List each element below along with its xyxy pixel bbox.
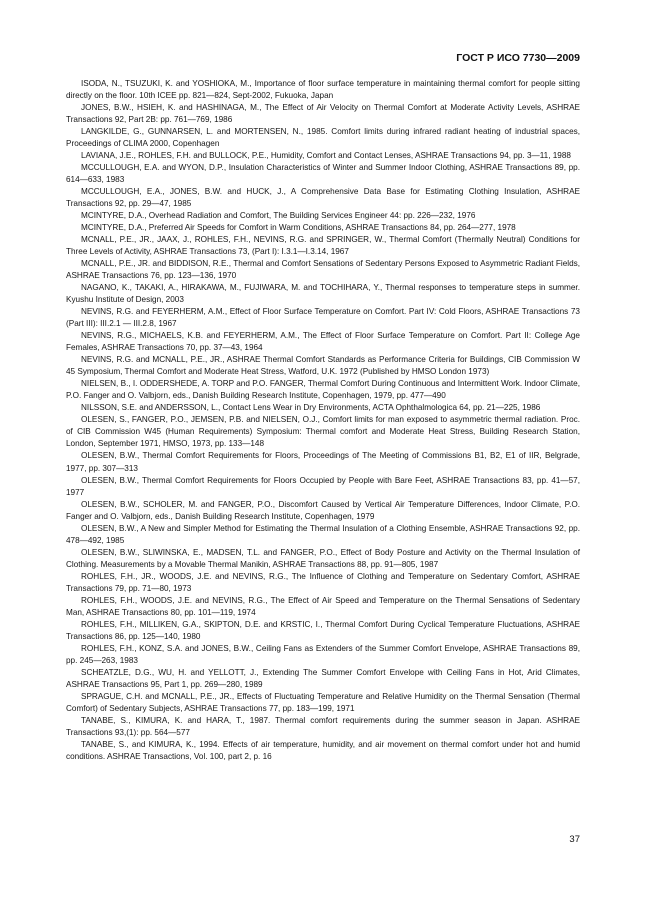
page-number: 37 — [569, 834, 580, 845]
reference-entry: SCHEATZLE, D.G., WU, H. and YELLOTT, J., Extending The Summer Comfort Envelope with Ceiling Fans in Hot, Arid Climates, ASHRAE Transactions 95, Part 1, pp. 269—280, 1989 — [66, 667, 580, 689]
reference-entry: ROHLES, F.H., KONZ, S.A. and JONES, B.W., Ceiling Fans as Extenders of the Summer Comfort Envelope, ASHRAE Transactions 89, pp. 245—263, 1983 — [66, 643, 580, 665]
reference-entry: NEVINS, R.G. and FEYERHERM, A.M., Effect of Floor Surface Temperature on Comfort. Part IV: Cold Floors, ASHRAE Transactions 73 (Part III): III.2.1 — III.2.8, 1967 — [66, 307, 580, 329]
reference-entry: NEVINS, R.G., MICHAELS, K.B. and FEYERHERM, A.M., The Effect of Floor Surface Temperature on Comfort. Part II: College Age Females, ASHRAE Transactions 70, pp. 37—43, 1964 — [66, 331, 580, 353]
reference-entry: MCINTYRE, D.A., Preferred Air Speeds for Comfort in Warm Conditions, ASHRAE Transactions 84, pp. 264—277, 1978 — [81, 223, 516, 233]
reference-entry: MCNALL, P.E., JR., JAAX, J., ROHLES, F.H., NEVINS, R.G. and SPRINGER, W., Thermal Comfort (Thermally Neutral) Conditions for Three Levels of Activity, ASHRAE Transactions 73, (Part I): I.3.1—I.3.14, 1967 — [66, 235, 580, 257]
reference-entry: NEVINS, R.G. and MCNALL, P.E., JR., ASHRAE Thermal Comfort Standards as Performance Criteria for Buildings, CIB Commission W 45 Symposium, Thermal Comfort and Moderate Heat Stress, Watford, U.K. 1972 (Published by HMSO London 1973) — [66, 355, 580, 377]
reference-entry: OLESEN, S., FANGER, P.O., JEMSEN, P.B. and NIELSEN, O.J., Comfort limits for man exposed to asymmetric thermal radiation. Proc. of CIB Commission W45 (Human Requirements) Symposium: Thermal comfort and Moderate Heat Stress, Building Research Station, London, September 1971, HMSO, 1973, pp. 133—148 — [66, 415, 580, 449]
reference-list — [66, 78, 580, 763]
reference-entry: LAVIANA, J.E., ROHLES, F.H. and BULLOCK, P.E., Humidity, Comfort and Contact Lenses, ASHRAE Transactions 94, pp. 3—11, 1988 — [81, 151, 571, 161]
reference-entry: JONES, B.W., HSIEH, K. and HASHINAGA, M., The Effect of Air Velocity on Thermal Comfort at Moderate Activity Levels, ASHRAE Transactions 92, Part 2B: pp. 761—769, 1986 — [66, 103, 580, 125]
reference-entry: OLESEN, B.W., SLIWINSKA, E., MADSEN, T.L. and FANGER, P.O., Effect of Body Posture and Activity on the Thermal Insulation of Clothing. Measurements by a Movable Thermal Manikin, ASHRAE Transactions 88, pp. 91—805, 1987 — [66, 547, 580, 569]
reference-entry: ROHLES, F.H., JR., WOODS, J.E. and NEVINS, R.G., The Influence of Clothing and Temperature on Sedentary Comfort, ASHRAE Transactions 79, pp. 71—80, 1973 — [66, 571, 580, 593]
reference-entry: MCNALL, P.E., JR. and BIDDISON, R.E., Thermal and Comfort Sensations of Sedentary Persons Exposed to Asymmetric Radiant Fields, ASHRAE Transactions 76, pp. 123—136, 1970 — [66, 259, 580, 281]
reference-entry: OLESEN, B.W., Thermal Comfort Requirements for Floors Occupied by People with Bare Feet, ASHRAE Transactions 83, pp. 41—57, 1977 — [66, 475, 580, 497]
standard-header: ГОСТ Р ИСО 7730—2009 — [456, 52, 580, 64]
reference-entry: NAGANO, K., TAKAKI, A., HIRAKAWA, M., FUJIWARA, M. and TOCHIHARA, Y., Thermal responses to temperature steps in summer. Kyushu Institute of Design, 2003 — [66, 283, 580, 305]
reference-entry: OLESEN, B.W., Thermal Comfort Requirements for Floors, Proceedings of The Meeting of Commissions B1, B2, E1 of IIR, Belgrade, 1977, pp. 307—313 — [66, 451, 580, 473]
reference-entry: OLESEN, B.W., SCHOLER, M. and FANGER, P.O., Discomfort Caused by Vertical Air Temperature Differences, Indoor Climate, P.O. Fanger and O. Valbjorn, eds., Danish Building Research Institute, Copenhagen, 1979 — [66, 499, 580, 521]
reference-entry: TANABE, S., KIMURA, K. and HARA, T., 1987. Thermal comfort requirements during the summer season in Japan. ASHRAE Transactions 93,(1): pp. 564—577 — [66, 715, 580, 737]
reference-entry: ROHLES, F.H., WOODS, J.E. and NEVINS, R.G., The Effect of Air Speed and Temperature on the Thermal Sensations of Sedentary Man, ASHRAE Transactions 80, pp. 101—119, 1974 — [66, 595, 580, 617]
reference-entry: OLESEN, B.W., A New and Simpler Method for Estimating the Thermal Insulation of a Clothing Ensemble, ASHRAE Transactions 92, pp. 478—492, 1985 — [66, 523, 580, 545]
reference-entry: SPRAGUE, C.H. and MCNALL, P.E., JR., Effects of Fluctuating Temperature and Relative Humidity on the Thermal Sensation (Thermal Comfort) of Sedentary Subjects, ASHRAE Transactions 77, pp. 183—199, 1971 — [66, 691, 580, 713]
reference-entry: ROHLES, F.H., MILLIKEN, G.A., SKIPTON, D.E. and KRSTIC, I., Thermal Comfort During Cyclical Temperature Fluctuations, ASHRAE Transactions 86, pp. 125—140, 1980 — [66, 619, 580, 641]
reference-entry: NILSSON, S.E. and ANDERSSON, L., Contact Lens Wear in Dry Environments, ACTA Ophthalmologica 64, pp. 21—225, 1986 — [81, 403, 541, 413]
reference-entry: MCINTYRE, D.A., Overhead Radiation and Comfort, The Building Services Engineer 44: pp. 226—232, 1976 — [81, 211, 476, 221]
reference-entry: TANABE, S., and KIMURA, K., 1994. Effects of air temperature, humidity, and air movement on thermal comfort under hot and humid conditions. ASHRAE Transactions, Vol. 100, part 2, p. 16 — [66, 739, 580, 761]
reference-entry: MCCULLOUGH, E.A. and WYON, D.P., Insulation Characteristics of Winter and Summer Indoor Clothing, ASHRAE Transactions 89, pp. 614—633, 1983 — [66, 163, 580, 185]
reference-entry: NIELSEN, B., I. ODDERSHEDE, A. TORP and P.O. FANGER, Thermal Comfort During Continuous and Intermittent Work. Indoor Climate, P.O. Fanger and O. Valbjorn, eds., Danish Building Research Institute, Copenhagen, 1979, pp. 477—490 — [66, 379, 580, 401]
reference-entry: MCCULLOUGH, E.A., JONES, B.W. and HUCK, J., A Comprehensive Data Base for Estimating Clothing Insulation, ASHRAE Transactions 92, pp. 29—47, 1985 — [66, 187, 580, 209]
reference-entry: LANGKILDE, G., GUNNARSEN, L. and MORTENSEN, N., 1985. Comfort limits during infrared radiant heating of industrial spaces, Proceedings of CLIMA 2000, Copenhagen — [66, 127, 580, 149]
reference-entry: ISODA, N., TSUZUKI, K. and YOSHIOKA, M., Importance of floor surface temperature in maintaining thermal comfort for people sitting directly on the floor. 10th ICEE pp. 821—824, Sept-2002, Fukuoka, Japan — [66, 79, 580, 101]
